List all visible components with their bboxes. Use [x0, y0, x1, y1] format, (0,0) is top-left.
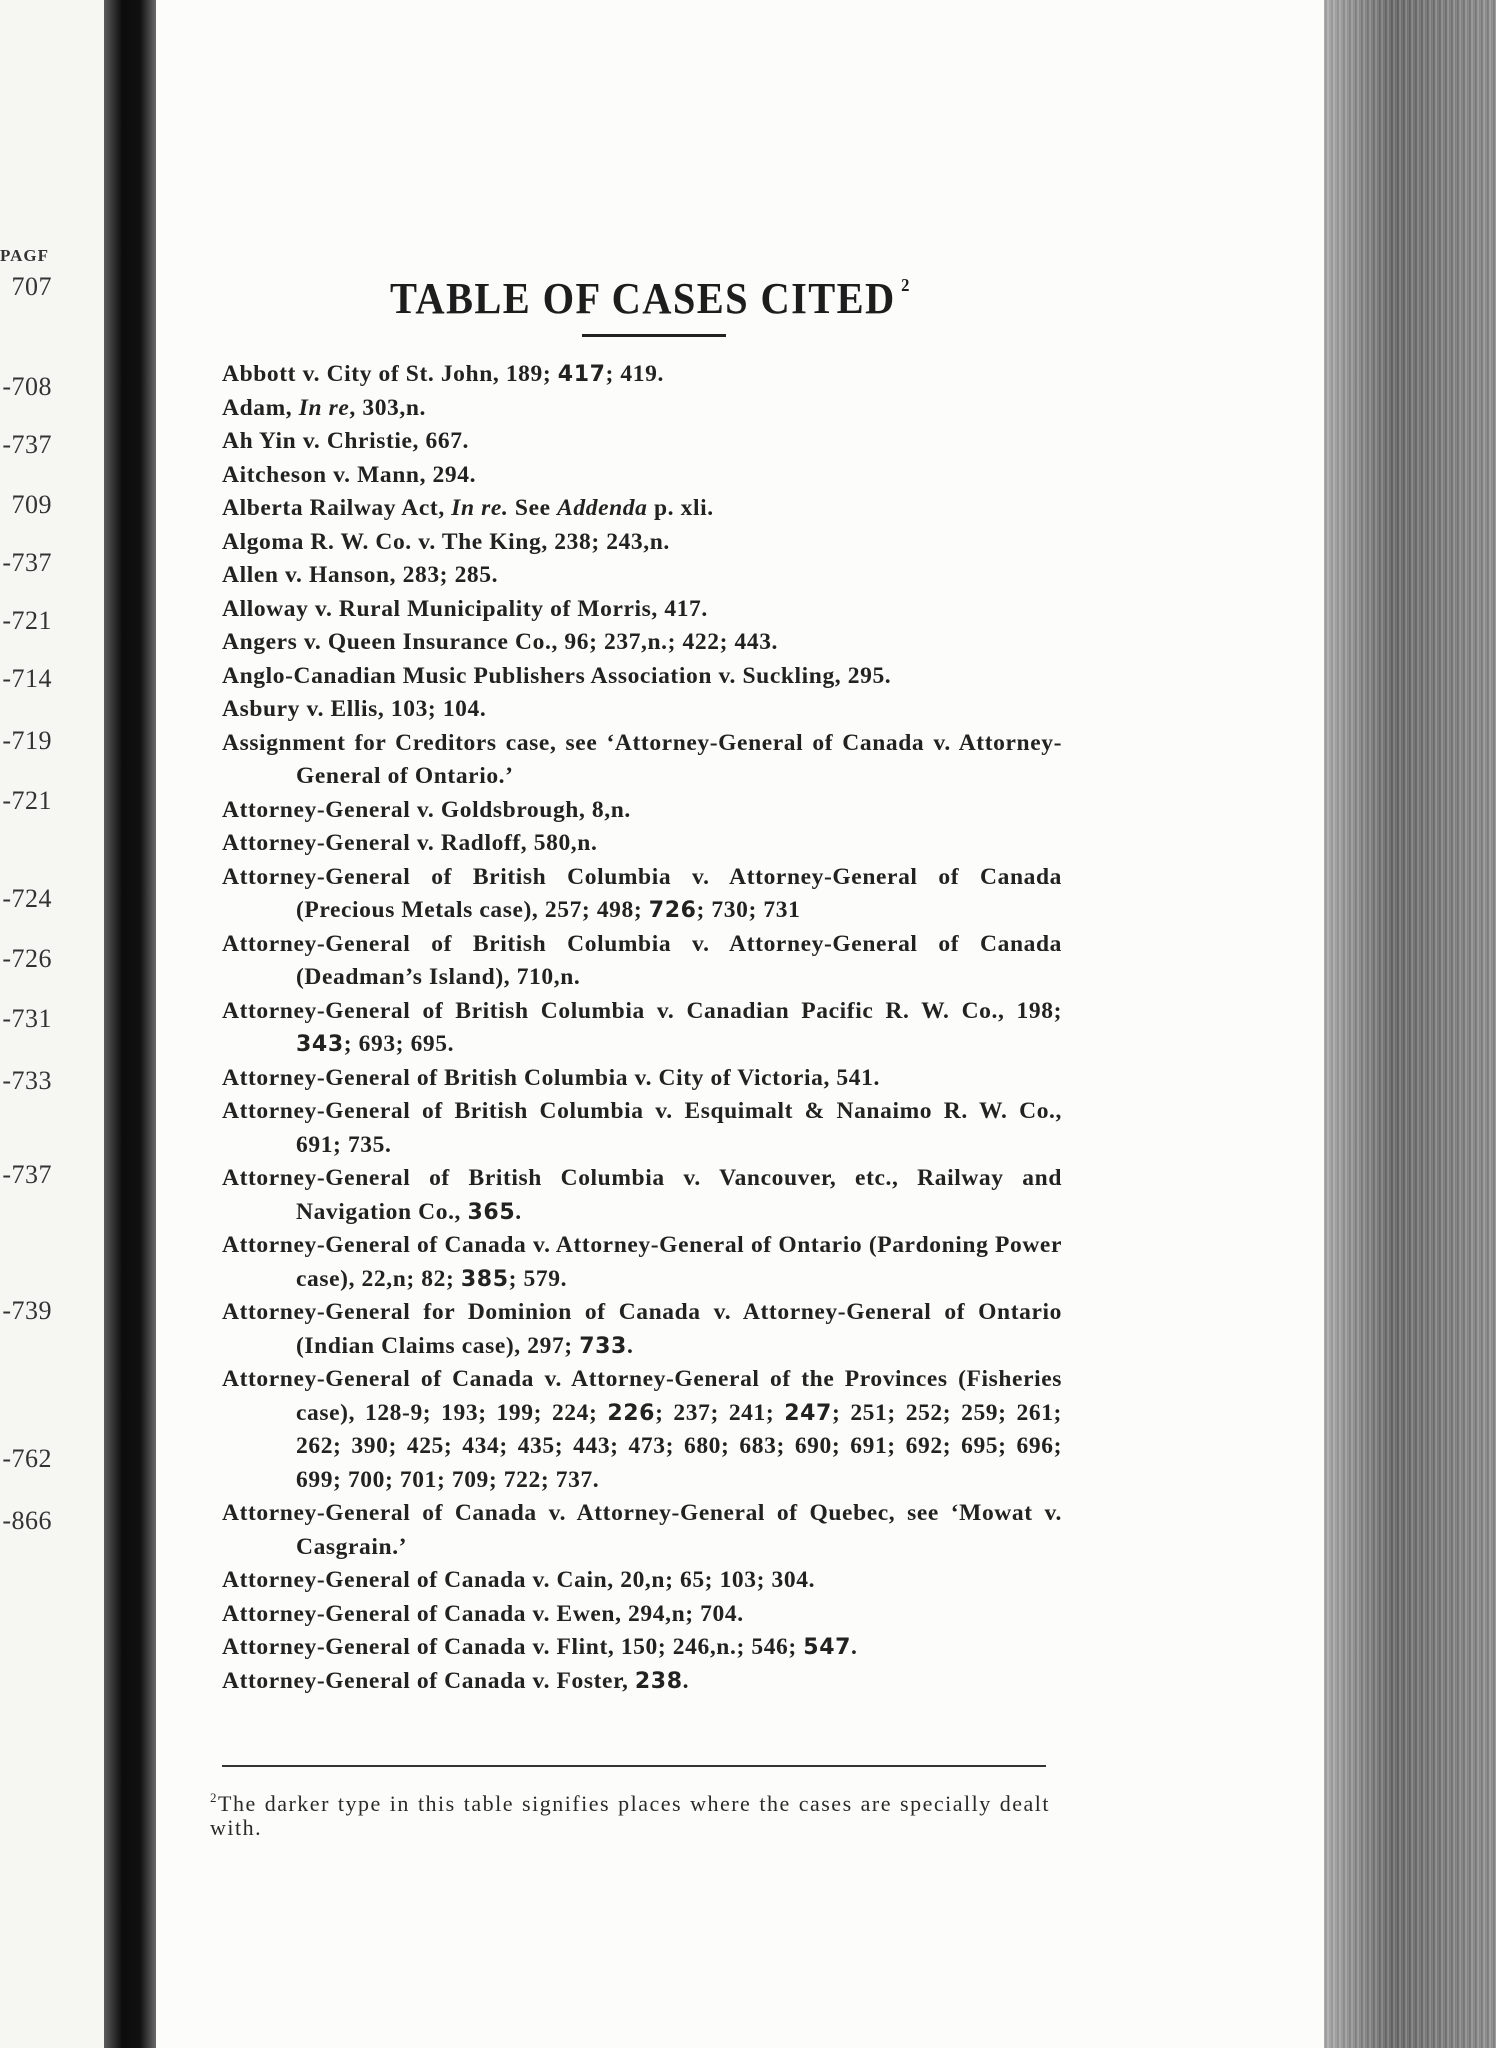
- entry-text: Allen v. Hanson, 283; 285.: [222, 562, 499, 588]
- case-entry: [222, 1631, 1062, 1665]
- entry-text: Alberta Railway Act,: [222, 495, 452, 521]
- entry-text: Attorney-General of Canada v. Attorney-General of Quebec, see ‘Mowat v. Casgrain.’: [222, 1500, 1062, 1560]
- left-page-number: -726: [2, 944, 52, 973]
- book-gutter: [104, 0, 156, 2048]
- case-entry: [222, 1229, 1062, 1296]
- entry-text: Angers v. Queen Insurance Co., 96; 237,n.; 422; 443.: [222, 629, 779, 655]
- entry-text: Attorney-General of Canada v. Flint, 150; 246,n.; 546;: [222, 1634, 804, 1660]
- entry-text: Adam,: [222, 394, 299, 421]
- entry-text: .: [515, 1198, 522, 1225]
- left-page-number: -721: [2, 786, 52, 815]
- entry-text: , 303,n.: [349, 394, 427, 421]
- case-entry: [222, 995, 1062, 1062]
- case-entry: [222, 1296, 1062, 1363]
- case-entry: [222, 358, 1062, 392]
- case-entry: [222, 1598, 1062, 1632]
- entry-text: p. xli.: [647, 495, 714, 521]
- footnote-rule: [222, 1765, 1046, 1767]
- case-entry: [222, 928, 1062, 995]
- title-footnote-mark: 2: [901, 275, 911, 296]
- entry-text: Attorney-General of British Columbia v. Attorney-General of Canada (Deadman’s Island), 710,n.: [222, 930, 1062, 990]
- case-entry: [222, 1363, 1062, 1497]
- principal-page-ref: 385: [460, 1266, 509, 1292]
- principal-page-ref: 343: [296, 1032, 344, 1057]
- left-page-number: 707: [11, 272, 52, 301]
- case-list: [222, 358, 1062, 1698]
- left-page-number: -731: [2, 1004, 52, 1033]
- case-entry: [222, 861, 1062, 928]
- entry-text: Attorney-General v. Radloff, 580,n.: [222, 830, 598, 856]
- footnote-mark: 2: [210, 1790, 218, 1805]
- entry-text: Anglo-Canadian Music Publishers Association v. Suckling, 295.: [222, 662, 892, 689]
- entry-text: ; 237; 241;: [655, 1399, 785, 1426]
- case-entry: [222, 1564, 1062, 1598]
- title-rule: [582, 334, 726, 337]
- case-entry: [222, 559, 1062, 593]
- left-page: [0, 0, 108, 2048]
- case-entry: [222, 1162, 1062, 1229]
- entry-text: Attorney-General v. Goldsbrough, 8,n.: [222, 796, 631, 823]
- case-entry: [222, 492, 1062, 526]
- case-entry: [222, 626, 1062, 660]
- entry-text: Asbury v. Ellis, 103; 104.: [222, 696, 487, 722]
- left-page-number: -733: [2, 1066, 52, 1095]
- case-entry: [222, 794, 1062, 828]
- case-entry: [222, 459, 1062, 493]
- left-page-number: -762: [2, 1444, 52, 1473]
- entry-text: Attorney-General of Canada v. Ewen, 294,n; 704.: [222, 1600, 744, 1627]
- left-page-number: -739: [2, 1296, 52, 1325]
- entry-text: ; 419.: [605, 361, 664, 387]
- case-entry: [222, 693, 1062, 727]
- left-page-number: 709: [11, 490, 52, 519]
- entry-text: Attorney-General of British Columbia v. Vancouver, etc., Railway and Navigation Co.,: [222, 1165, 1062, 1225]
- case-entry: [222, 526, 1062, 560]
- entry-text: See: [508, 495, 558, 521]
- principal-page-ref: 417: [557, 362, 606, 387]
- entry-text: .: [626, 1332, 634, 1359]
- page-title-text: TABLE OF CASES CITED: [390, 274, 896, 324]
- entry-text: ; 251; 252; 259; 261; 262; 390; 425; 434; 435; 443; 473; 680; 683; 690; 691; 692; 695; 696; 699; 700; 701; 709; 722; 737.: [296, 1399, 1062, 1493]
- entry-text: Attorney-General of Canada v. Attorney-General of Ontario (Pardoning Power case), 22,n; 82;: [222, 1232, 1062, 1292]
- italic-text: In re.: [451, 495, 509, 521]
- case-entry: [222, 1095, 1062, 1162]
- left-page-number: -737: [2, 430, 52, 459]
- entry-text: Ah Yin v. Christie, 667.: [222, 428, 470, 454]
- entry-text: Aitcheson v. Mann, 294.: [222, 461, 477, 488]
- page-title: [390, 273, 911, 324]
- entry-text: Attorney-General of British Columbia v. Attorney-General of Canada (Precious Metals case), 257; 498;: [222, 863, 1062, 923]
- italic-text: Addenda: [557, 495, 648, 521]
- principal-page-ref: 733: [579, 1333, 627, 1359]
- entry-text: Attorney-General of British Columbia v. Esquimalt & Nanaimo R. W. Co., 691; 735.: [222, 1098, 1062, 1158]
- left-page-number: -724: [2, 884, 52, 913]
- entry-text: Alloway v. Rural Municipality of Morris, 417.: [222, 595, 708, 622]
- case-entry: [222, 392, 1062, 426]
- entry-text: ; 579.: [508, 1265, 568, 1292]
- entry-text: .: [682, 1667, 690, 1694]
- case-entry: [222, 1062, 1062, 1096]
- case-entry: [222, 827, 1062, 861]
- case-entry: [222, 727, 1062, 794]
- left-page-header: PAGF: [0, 246, 50, 265]
- case-entry: [222, 425, 1062, 459]
- left-page-number: -721: [2, 606, 52, 635]
- entry-text: Attorney-General of Canada v. Cain, 20,n; 65; 103; 304.: [222, 1567, 816, 1593]
- entry-text: Attorney-General of Canada v. Attorney-General of the Provinces (Fisheries case), 128-9; 193; 199; 224;: [222, 1366, 1062, 1426]
- entry-text: ; 730; 731: [696, 897, 801, 923]
- principal-page-ref: 726: [648, 898, 697, 923]
- principal-page-ref: 547: [803, 1635, 852, 1660]
- entry-text: Algoma R. W. Co. v. The King, 238; 243,n.: [222, 528, 670, 555]
- italic-text: In re: [298, 394, 350, 421]
- entry-text: Abbott v. City of St. John, 189;: [222, 361, 558, 387]
- case-entry: [222, 1665, 1062, 1699]
- left-page-number: -708: [2, 372, 52, 401]
- case-entry: [222, 1497, 1062, 1564]
- left-page-number: -719: [2, 726, 52, 755]
- principal-page-ref: 238: [634, 1668, 683, 1694]
- case-entry: [222, 593, 1062, 627]
- principal-page-ref: 365: [467, 1199, 516, 1225]
- entry-text: ; 693; 695.: [343, 1031, 455, 1057]
- page-edges: [1324, 0, 1496, 2048]
- footnote-text: The darker type in this table signifies places where the cases are specially dealt with.: [210, 1791, 1050, 1840]
- principal-page-ref: 247: [784, 1400, 832, 1426]
- left-page-number: -714: [2, 664, 52, 693]
- entry-text: Attorney-General of British Columbia v. City of Victoria, 541.: [222, 1064, 880, 1091]
- entry-text: .: [851, 1634, 858, 1660]
- left-page-number: -737: [2, 1160, 52, 1189]
- entry-text: Attorney-General of Canada v. Foster,: [222, 1667, 635, 1694]
- left-page-number: -866: [2, 1506, 52, 1535]
- footnote: [210, 1786, 1050, 1840]
- entry-text: Attorney-General of British Columbia v. Canadian Pacific R. W. Co., 198;: [222, 997, 1062, 1024]
- entry-text: Attorney-General for Dominion of Canada v. Attorney-General of Ontario (Indian Claims case), 297;: [222, 1299, 1062, 1359]
- case-entry: [222, 660, 1062, 694]
- left-page-number: -737: [2, 548, 52, 577]
- entry-text: Assignment for Creditors case, see ‘Attorney-General of Canada v. Attorney-General of Ontario.’: [222, 729, 1062, 789]
- principal-page-ref: 226: [607, 1400, 656, 1426]
